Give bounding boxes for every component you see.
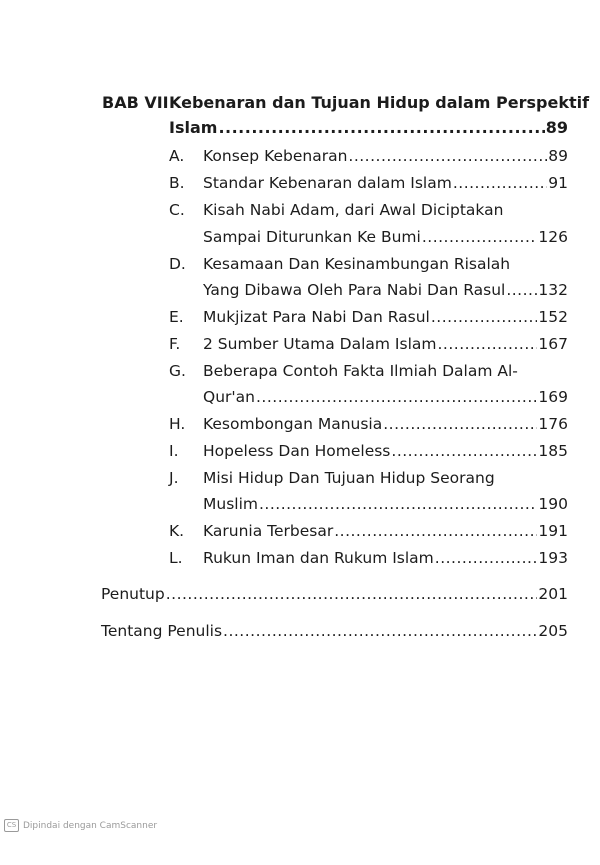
toc-item [203, 547, 568, 569]
toc-item [203, 226, 568, 248]
toc-item-letter: F. [169, 335, 181, 353]
toc-item [203, 333, 568, 355]
toc-item-title-continuation: Sampai Diturunkan Ke Bumi [203, 228, 421, 246]
toc-item-title-continuation: Qur'an [203, 388, 255, 406]
toc-item-page: 193 [538, 549, 568, 567]
scanner-watermark [4, 819, 157, 832]
chapter-title-entry [169, 117, 568, 139]
toc-item-title-continuation: Yang Dibawa Oleh Para Nabi Dan Rasul [203, 281, 506, 299]
leader-dots [383, 413, 537, 435]
leader-dots [166, 583, 538, 605]
leader-dots [435, 547, 538, 569]
toc-item-title: 2 Sumber Utama Dalam Islam [203, 335, 437, 353]
toc-item [203, 279, 568, 301]
toc-item [203, 172, 568, 194]
toc-item-title: Hopeless Dan Homeless [203, 442, 391, 460]
closing-page: 201 [538, 585, 568, 603]
toc-item [203, 520, 568, 542]
toc-item-page: 191 [538, 522, 568, 540]
toc-item-page: 169 [538, 388, 568, 406]
toc-item-letter: L. [169, 549, 183, 567]
chapter-title: Kebenaran dan Tujuan Hidup dalam Perspektif [169, 93, 590, 112]
toc-item-letter: A. [169, 147, 185, 165]
toc-item-page: 91 [548, 174, 568, 192]
toc-item-page: 190 [538, 495, 568, 513]
toc-item-letter: B. [169, 174, 185, 192]
toc-item-title: Beberapa Contoh Fakta Ilmiah Dalam Al- [203, 362, 518, 380]
closing-title: Tentang Penulis [101, 622, 223, 640]
toc-item-page: 167 [538, 335, 568, 353]
leader-dots [223, 620, 537, 642]
leader-dots [453, 172, 547, 194]
toc-closing-item [101, 620, 568, 642]
toc-item-title-continuation: Muslim [203, 495, 258, 513]
toc-item-title: Misi Hidup Dan Tujuan Hidup Seorang [203, 469, 495, 487]
toc-closing-item [101, 583, 568, 605]
toc-item [203, 145, 568, 167]
leader-dots [506, 279, 537, 301]
leader-dots [437, 333, 537, 355]
toc-item-title: Kesombongan Manusia [203, 415, 383, 433]
toc-item [203, 306, 568, 328]
leader-dots [431, 306, 538, 328]
chapter-page-number: 89 [545, 118, 568, 137]
toc-item [203, 386, 568, 408]
toc-item-title: Kesamaan Dan Kesinambungan Risalah [203, 255, 511, 273]
leader-dots [391, 440, 537, 462]
leader-dots [422, 226, 538, 248]
toc-item-title: Konsep Kebenaran [203, 147, 348, 165]
scanner-watermark-text: Dipindai dengan CamScanner [23, 820, 158, 831]
toc-item-page: 132 [538, 281, 568, 299]
toc-item-letter: I. [169, 442, 179, 460]
toc-item [203, 440, 568, 462]
toc-item-letter: D. [169, 255, 186, 273]
toc-item-letter: C. [169, 201, 185, 219]
leader-dots [256, 386, 537, 408]
toc-item-page: 126 [538, 228, 568, 246]
closing-title: Penutup [101, 585, 165, 603]
toc-item-title: Karunia Terbesar [203, 522, 334, 540]
leader-dots [334, 520, 537, 542]
toc-item-page: 152 [538, 308, 568, 326]
chapter-label: BAB VII [102, 93, 169, 112]
toc-item-title: Standar Kebenaran dalam Islam [203, 174, 452, 192]
leader-dots [259, 493, 537, 515]
toc-item-title: Mukjizat Para Nabi Dan Rasul [203, 308, 430, 326]
chapter-title-continuation: Islam [169, 118, 218, 137]
toc-item-title: Rukun Iman dan Rukum Islam [203, 549, 434, 567]
toc-item-letter: G. [169, 362, 186, 380]
leader-dots [218, 117, 544, 139]
toc-item-page: 89 [548, 147, 568, 165]
toc-item-letter: J. [169, 469, 179, 487]
toc-item-page: 185 [538, 442, 568, 460]
toc-item-title: Kisah Nabi Adam, dari Awal Diciptakan [203, 201, 504, 219]
camscanner-logo-icon: CS [4, 819, 19, 832]
toc-item [203, 493, 568, 515]
toc-item-letter: H. [169, 415, 186, 433]
toc-item-page: 176 [538, 415, 568, 433]
closing-page: 205 [538, 622, 568, 640]
toc-item-letter: K. [169, 522, 185, 540]
toc-item [203, 413, 568, 435]
leader-dots [348, 145, 547, 167]
toc-item-letter: E. [169, 308, 184, 326]
